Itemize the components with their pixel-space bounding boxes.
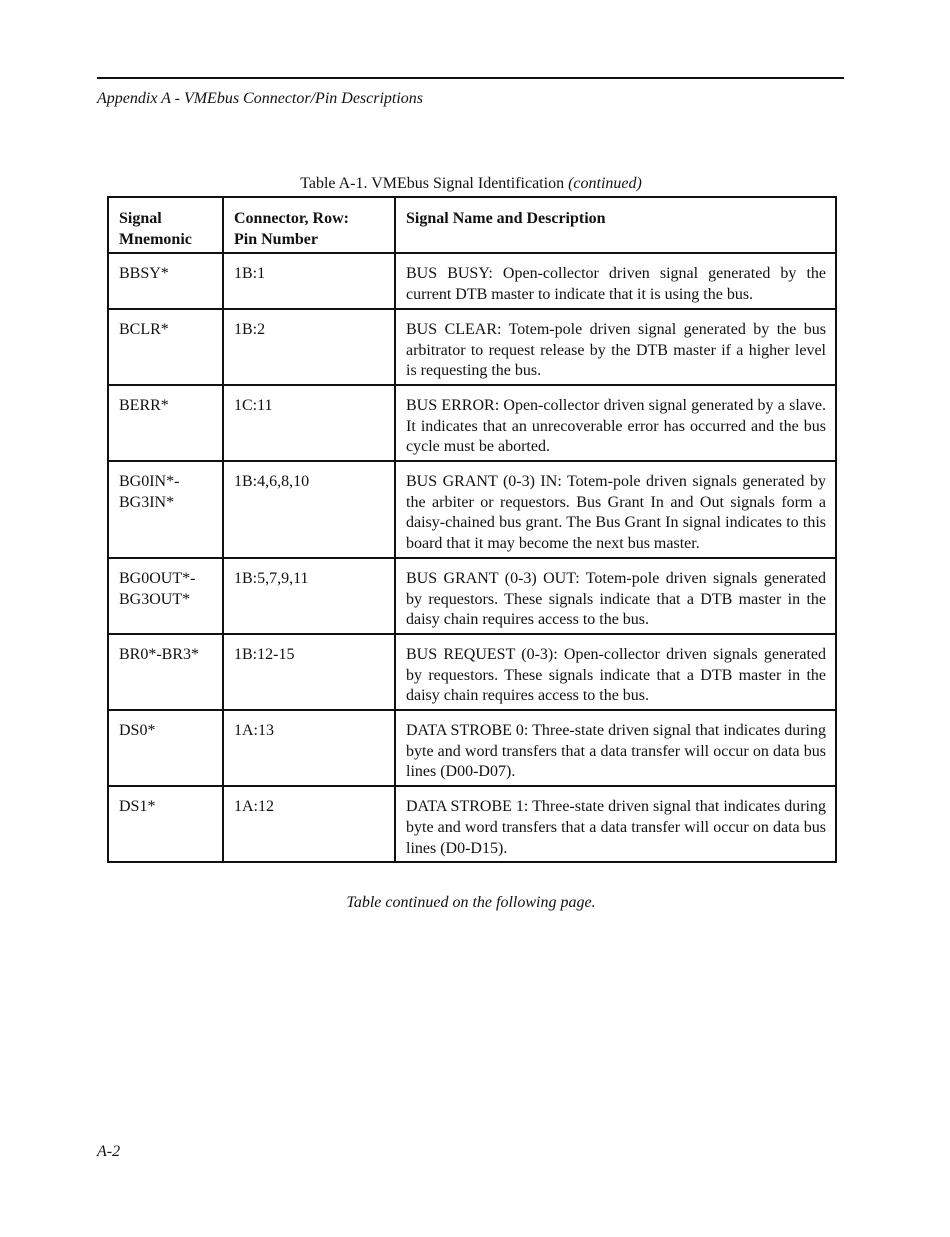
caption-text: Table A-1. VMEbus Signal Identification <box>300 175 569 192</box>
description-cell: BUS BUSY: Open-collector driven signal generated by the current DTB master to indicate that it is using the bus. <box>395 253 836 308</box>
col-header-line: Mnemonic <box>119 230 192 248</box>
table-row <box>108 634 836 710</box>
mnemonic-line: BG0OUT*- <box>119 569 196 587</box>
mnemonic-line: BG3OUT* <box>119 590 191 608</box>
description-cell: DATA STROBE 1: Three-state driven signal that indicates during byte and word transfers that a data transfer will occur on data bus lines (D0-D15). <box>395 786 836 862</box>
mnemonic-cell <box>108 385 223 461</box>
table-caption <box>108 174 834 194</box>
running-header: Appendix A - VMEbus Connector/Pin Descriptions <box>97 90 424 107</box>
mnemonic-line: BERR* <box>119 396 169 414</box>
mnemonic-line: BBSY* <box>119 265 169 283</box>
col-header-line: Pin Number <box>234 230 318 248</box>
description-cell: BUS CLEAR: Totem-pole driven signal generated by the bus arbitrator to request release by the DTB master if a higher level is requesting the bus. <box>395 309 836 385</box>
description-cell: BUS REQUEST (0-3): Open-collector driven signals generated by requestors. These signals indicate that a DTB master in the daisy chain requires access to the bus. <box>395 634 836 710</box>
pin-cell: 1B:5,7,9,11 <box>223 558 395 634</box>
table-body <box>108 253 836 862</box>
description-cell: BUS ERROR: Open-collector driven signal generated by a slave. It indicates that an unrecoverable error has occurred and the bus cycle must be aborted. <box>395 385 836 461</box>
description-cell: DATA STROBE 0: Three-state driven signal that indicates during byte and word transfers that a data transfer will occur on data bus lines (D00-D07). <box>395 710 836 786</box>
signal-table <box>107 196 837 863</box>
pin-cell: 1C:11 <box>223 385 395 461</box>
caption-continued: (continued) <box>568 175 642 192</box>
pin-cell: 1A:13 <box>223 710 395 786</box>
mnemonic-cell <box>108 253 223 308</box>
pin-cell: 1B:1 <box>223 253 395 308</box>
mnemonic-cell <box>108 309 223 385</box>
mnemonic-cell <box>108 786 223 862</box>
col-header-mnemonic <box>108 197 223 253</box>
table-row <box>108 786 836 862</box>
table-header-row <box>108 197 836 253</box>
col-header-description <box>395 197 836 253</box>
mnemonic-line: BCLR* <box>119 320 169 338</box>
continuation-note: Table continued on the following page. <box>346 894 596 911</box>
mnemonic-line: BG3IN* <box>119 493 175 511</box>
pin-cell: 1B:12-15 <box>223 634 395 710</box>
pin-cell: 1A:12 <box>223 786 395 862</box>
mnemonic-cell <box>108 634 223 710</box>
mnemonic-line: BG0IN*- <box>119 473 180 491</box>
mnemonic-line: DS1* <box>119 798 156 816</box>
pin-cell: 1B:2 <box>223 309 395 385</box>
table-row <box>108 710 836 786</box>
table-row <box>108 385 836 461</box>
table-row <box>108 253 836 308</box>
col-header-pin <box>223 197 395 253</box>
col-header-line: Connector, Row: <box>234 210 349 227</box>
pin-cell: 1B:4,6,8,10 <box>223 461 395 558</box>
mnemonic-cell <box>108 710 223 786</box>
mnemonic-line: DS0* <box>119 722 156 740</box>
page-number: A-2 <box>97 1143 121 1160</box>
mnemonic-line: BR0*-BR3* <box>119 645 200 663</box>
description-cell: BUS GRANT (0-3) OUT: Totem-pole driven signals generated by requestors. These signals indicate that a DTB master in the daisy chain requires access to the bus. <box>395 558 836 634</box>
mnemonic-cell <box>108 558 223 634</box>
table-row <box>108 309 836 385</box>
table-row <box>108 461 836 558</box>
col-header-line: Signal <box>119 210 162 227</box>
col-header-line: Signal Name and Description <box>406 210 606 227</box>
header-rule <box>97 77 844 79</box>
mnemonic-cell <box>108 461 223 558</box>
description-cell: BUS GRANT (0-3) IN: Totem-pole driven signals generated by the arbiter or requestors. Bus Grant In and Out signals form a daisy-chained bus grant. The Bus Grant In signal indicates to this board that it may become the next bus master. <box>395 461 836 558</box>
table-row <box>108 558 836 634</box>
